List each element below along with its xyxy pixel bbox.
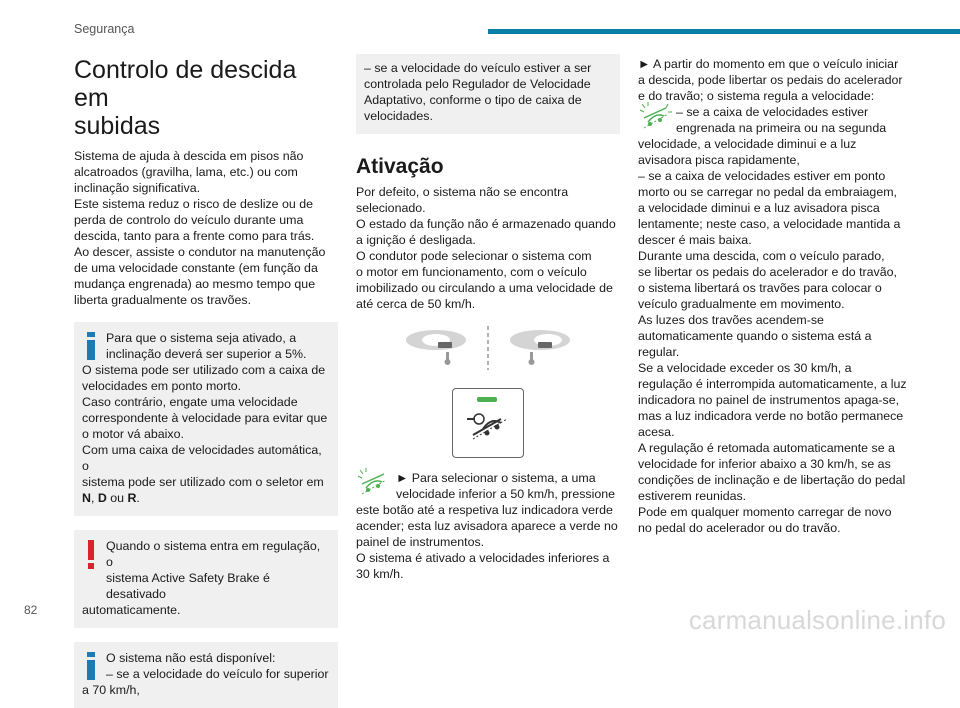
- header-accent-bar: [488, 29, 960, 34]
- figure-divider: [486, 326, 490, 370]
- steering-wheel-icon: [404, 328, 488, 368]
- gear-engaged-item: – se a caixa de velocidades estiver engrenada na primeira ou na segunda: [638, 104, 910, 136]
- info-box-unavailable: O sistema não está disponível: – se a velocidade do veículo for superior a 70 km/h,: [74, 642, 338, 708]
- hill-descent-lamp-icon: [356, 468, 390, 498]
- info-icon: [84, 332, 98, 360]
- intro-text: Sistema de ajuda à descida em pisos não alcatroados (gravilha, lama, etc.) ou com inclinação significativa. Este sistema reduz o risco de deslize ou de perda de controlo do veículo durante uma descida, tanto para a frente como para trás. Ao descer, assiste o condutor na manutenção de uma velocidade constante (em função da mudança engrenada) ao mesmo tempo que liberta gradualmente os travões.: [74, 149, 326, 307]
- gear-selector-positions: N, D ou R.: [82, 491, 140, 505]
- column-3: ► A partir do momento em que o veículo iniciar a descida, pode libertar os pedais do acelerador e do travão; o sistema regula a velocidade: – se a caixa de velocidades estiver engrenada na primeira ou na segunda velocidade, a velocidade diminui e a luz avisadora pisca rapidamente, – se a caixa de velocidades estiver em ponto morto ou se carregar no pedal da embraiagem, a velocidade diminui e a luz avisadora pisca lentamente; neste caso, a velocidade mantida a descer é mais baixa. Durante uma descida, com o veículo parado, se libertar os pedais do acelerador e do travão, o sistema libertará os travões para colocar o veículo gradualmente em movimento. As luzes dos travões acendem-se automaticamente quando o sistema está a regular. Se a velocidade exceder os 30 km/h, a regulação é interrompida automaticamente, a luz indicadora no painel de instrumentos apaga-se, mas a luz indicadora verde no botão permanece acesa. A regulação é retomada automaticamente se a velocidade for inferior abaixo a 30 km/h, se as condições de inclinação e de libertação do pedal estiverem reunidas. Pode em qualquer momento carregar de novo no pedal do acelerador ou do travão.: [638, 56, 910, 536]
- steering-wheel-icon: [496, 328, 580, 368]
- info-icon: [84, 652, 98, 680]
- footer-watermark: carmanualsonline.info: [688, 605, 946, 635]
- warning-box-active-safety-brake: Quando o sistema entra em regulação, o sistema Active Safety Brake é desativado automaticamente.: [74, 530, 338, 628]
- section-heading-activation: Ativação: [356, 155, 444, 178]
- activation-text: Por defeito, o sistema não se encontra selecionado. O estado da função não é armazenado quando a ignição é desligada. O condutor pode selecionar o sistema com o motor em funcionamento, com o veículo imobilizado ou circulando a uma velocidade de até cerca de 50 km/h.: [356, 185, 616, 311]
- hill-descent-button[interactable]: [452, 388, 524, 458]
- info-box-unavailable-continued: – se a velocidade do veículo estiver a ser controlada pelo Regulador de Velocidade Adaptativo, conforme o tipo de caixa de velocidades.: [356, 54, 620, 134]
- page-number: 82: [24, 603, 38, 617]
- info-box-activation-conditions: Para que o sistema seja ativado, a inclinação deverá ser superior a 5%. O sistema pode ser utilizado com a caixa de velocidades em ponto morto. Caso contrário, engate uma velocidade correspondente à velocidade para evitar que o motor vá abaixo. Com uma caixa de velocidades automática, o sistema pode ser utilizado com o seletor em N, D ou R.: [74, 322, 338, 516]
- selection-step: ► Para selecionar o sistema, a uma velocidade inferior a 50 km/h, pressione este botão até a respetiva luz indicadora verde acender; esta luz avisadora aparece a verde no painel de instrumentos. O sistema é ativado a velocidades inferiores a 30 km/h.: [356, 470, 620, 582]
- warning-icon: [86, 540, 96, 570]
- column-2: [356, 54, 620, 582]
- section-header: Segurança: [74, 22, 135, 36]
- hill-descent-lamp-icon: [638, 102, 672, 132]
- column-1: [74, 56, 338, 708]
- hill-descent-button-icon: [453, 389, 523, 457]
- page-title: Controlo de descida em subidas: [74, 56, 297, 140]
- dashboard-button-illustration: [356, 326, 620, 466]
